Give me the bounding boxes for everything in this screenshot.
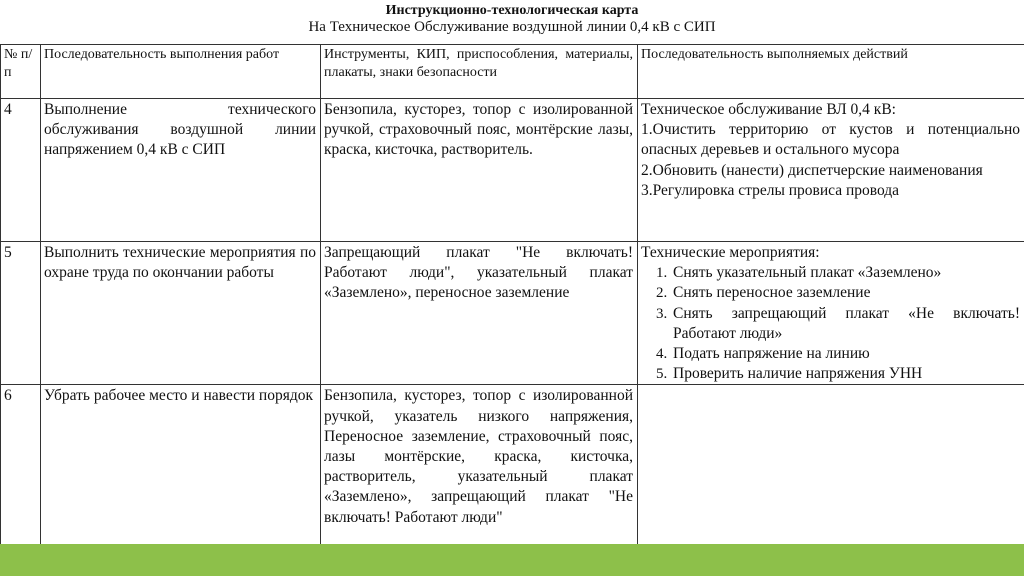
technology-card-table <box>0 44 1024 555</box>
row-tools: Запрещающий плакат "Не включать! Работают люди", указательный плакат «Заземлено», переносное заземление <box>321 242 638 385</box>
actions-title: Технические мероприятия: <box>641 244 820 261</box>
card-subtitle: На Техническое Обслуживание воздушной линии 0,4 кВ с СИП <box>308 19 716 35</box>
row-sequence: Выполнение технического обслуживания воздушной линии напряжением 0,4 кВ с СИП <box>41 99 321 242</box>
row-num: 5 <box>1 242 41 385</box>
header-tools: Инструменты, КИП, приспособления, материалы, плакаты, знаки безопасности <box>321 45 638 99</box>
row-sequence: Убрать рабочее место и навести порядок <box>41 385 321 555</box>
card-title: Инструкционно-технологическая карта <box>385 3 639 18</box>
actions-list <box>641 263 1020 384</box>
header-num: № п/п <box>1 45 41 99</box>
action-item: 2.Обновить (нанести) диспетчерские наименования <box>641 161 983 179</box>
actions-title: Техническое обслуживание ВЛ 0,4 кВ: <box>641 101 896 118</box>
table-row <box>1 242 1024 385</box>
table-row <box>1 385 1024 555</box>
row-actions-empty <box>638 385 1024 555</box>
table-row <box>1 99 1024 242</box>
action-item: 4. Подать напряжение на линию <box>671 344 1020 364</box>
action-item: 1.Очистить территорию от кустов и потенциально опасных деревьев и остального мусора <box>641 121 1020 159</box>
table-header-row <box>1 45 1024 99</box>
row-tools: Бензопила, кусторез, топор с изолированной ручкой, страховочный пояс, монтёрские лазы, краска, кисточка, растворитель. <box>321 99 638 242</box>
action-item: 1. Снять указательный плакат «Заземлено» <box>671 263 1020 283</box>
header-sequence: Последовательность выполнения работ <box>41 45 321 99</box>
row-num: 4 <box>1 99 41 242</box>
row-num: 6 <box>1 385 41 555</box>
row-actions <box>638 99 1024 242</box>
action-item: 2. Снять переносное заземление <box>671 283 1020 303</box>
action-item: 3.Регулировка стрелы провиса провода <box>641 181 900 199</box>
row-actions <box>638 242 1024 385</box>
row-tools: Бензопила, кусторез, топор с изолированной ручкой, указатель низкого напряжения, Переносное заземление, страховочный пояс, лазы монтёрские, краска, кисточка, растворитель, указательный плакат «Заземлено», запрещающий плакат "Не включать! Работают люди" <box>321 385 638 555</box>
footer-green-band <box>0 544 1024 576</box>
header-actions: Последовательность выполняемых действий <box>638 45 1024 99</box>
row-sequence: Выполнить технические мероприятия по охране труда по окончании работы <box>41 242 321 385</box>
action-item: 3. Снять запрещающий плакат «Не включать! Работают люди» <box>671 304 1020 344</box>
action-item: 5. Проверить наличие напряжения УНН <box>671 364 1020 384</box>
